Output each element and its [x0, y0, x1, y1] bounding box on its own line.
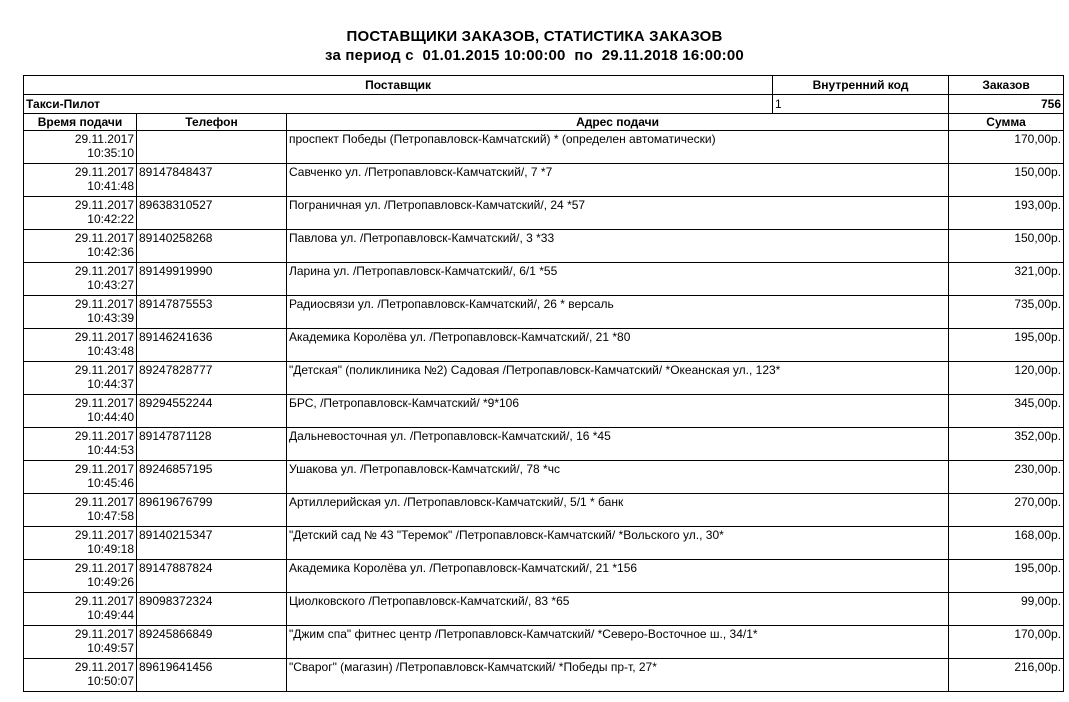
report-title: ПОСТАВЩИКИ ЗАКАЗОВ, СТАТИСТИКА ЗАКАЗОВ [346, 28, 723, 45]
table-row [24, 428, 1064, 461]
cell-time [24, 296, 137, 329]
cell-address: Савченко ул. /Петропавловск-Камчатский/, 7 *7 [287, 164, 949, 197]
table-row [24, 230, 1064, 263]
cell-sum: 230,00р. [949, 461, 1064, 494]
cell-address: Академика Королёва ул. /Петропавловск-Камчатский/, 21 *80 [287, 329, 949, 362]
cell-phone: 89619641456 [137, 659, 287, 692]
table-row [24, 494, 1064, 527]
cell-phone: 89245866849 [137, 626, 287, 659]
supplier-code: 1 [773, 95, 949, 114]
table-row [24, 263, 1064, 296]
cell-phone: 89147848437 [137, 164, 287, 197]
order-time: 10:43:27 [87, 278, 134, 292]
order-time: 10:50:07 [87, 674, 134, 688]
order-date: 29.11.2017 [74, 264, 134, 278]
order-time: 10:49:44 [87, 608, 134, 622]
cell-phone: 89140258268 [137, 230, 287, 263]
cell-time [24, 131, 137, 164]
order-date: 29.11.2017 [74, 396, 134, 410]
order-date: 29.11.2017 [74, 363, 134, 377]
order-time: 10:43:39 [87, 311, 134, 325]
cell-address: "Сварог" (магазин) /Петропавловск-Камчатский/ *Победы пр-т, 27* [287, 659, 949, 692]
cell-phone: 89246857195 [137, 461, 287, 494]
col-sum: Сумма [949, 114, 1064, 131]
cell-phone: 89098372324 [137, 593, 287, 626]
order-time: 10:45:46 [87, 476, 134, 490]
cell-address: Дальневосточная ул. /Петропавловск-Камчатский/, 16 *45 [287, 428, 949, 461]
cell-address: Ушакова ул. /Петропавловск-Камчатский/, 78 *чс [287, 461, 949, 494]
cell-sum: 170,00р. [949, 131, 1064, 164]
order-date: 29.11.2017 [74, 132, 134, 146]
col-time: Время подачи [24, 114, 137, 131]
cell-phone: 89147875553 [137, 296, 287, 329]
table-row [24, 197, 1064, 230]
cell-address: "Детская" (поликлиника №2) Садовая /Петропавловск-Камчатский/ *Океанская ул., 123* [287, 362, 949, 395]
order-time: 10:44:53 [87, 443, 134, 457]
report-period: за период с 01.01.2015 10:00:00 по 29.11.2018 16:00:00 [325, 47, 744, 64]
cell-time [24, 428, 137, 461]
order-time: 10:44:37 [87, 377, 134, 391]
cell-address: Артиллерийская ул. /Петропавловск-Камчатский/, 5/1 * банк [287, 494, 949, 527]
table-row [24, 362, 1064, 395]
cell-time [24, 329, 137, 362]
cell-address: проспект Победы (Петропавловск-Камчатский) * (определен автоматически) [287, 131, 949, 164]
cell-sum: 170,00р. [949, 626, 1064, 659]
cell-phone: 89638310527 [137, 197, 287, 230]
cell-time [24, 527, 137, 560]
order-date: 29.11.2017 [74, 429, 134, 443]
supplier-orders: 756 [949, 95, 1064, 114]
cell-phone: 89146241636 [137, 329, 287, 362]
cell-sum: 270,00р. [949, 494, 1064, 527]
header-supplier: Поставщик [24, 76, 773, 95]
order-date: 29.11.2017 [74, 198, 134, 212]
cell-phone: 89294552244 [137, 395, 287, 428]
table-row [24, 659, 1064, 692]
cell-sum: 321,00р. [949, 263, 1064, 296]
cell-phone: 89147871128 [137, 428, 287, 461]
header-internal-code: Внутренний код [773, 76, 949, 95]
table-row [24, 593, 1064, 626]
cell-sum: 195,00р. [949, 560, 1064, 593]
cell-address: Ларина ул. /Петропавловск-Камчатский/, 6/1 *55 [287, 263, 949, 296]
cell-time [24, 230, 137, 263]
table-row [24, 560, 1064, 593]
header-orders: Заказов [949, 76, 1064, 95]
cell-phone: 89149919990 [137, 263, 287, 296]
col-address: Адрес подачи [287, 114, 949, 131]
cell-phone: 89619676799 [137, 494, 287, 527]
cell-time [24, 494, 137, 527]
cell-sum: 150,00р. [949, 164, 1064, 197]
cell-time [24, 395, 137, 428]
order-time: 10:43:48 [87, 344, 134, 358]
col-phone: Телефон [137, 114, 287, 131]
cell-phone: 89147887824 [137, 560, 287, 593]
cell-time [24, 362, 137, 395]
table-row [24, 329, 1064, 362]
orders-table [23, 75, 1064, 692]
cell-address: "Джим спа" фитнес центр /Петропавловск-Камчатский/ *Северо-Восточное ш., 34/1* [287, 626, 949, 659]
cell-time [24, 659, 137, 692]
order-date: 29.11.2017 [74, 330, 134, 344]
cell-sum: 168,00р. [949, 527, 1064, 560]
cell-address: "Детский сад № 43 "Теремок" /Петропавловск-Камчатский/ *Вольского ул., 30* [287, 527, 949, 560]
cell-sum: 195,00р. [949, 329, 1064, 362]
cell-sum: 120,00р. [949, 362, 1064, 395]
cell-time [24, 626, 137, 659]
order-date: 29.11.2017 [74, 495, 134, 509]
table-row [24, 164, 1064, 197]
cell-sum: 345,00р. [949, 395, 1064, 428]
cell-time [24, 197, 137, 230]
order-time: 10:42:36 [87, 245, 134, 259]
table-row [24, 626, 1064, 659]
table-row [24, 527, 1064, 560]
order-date: 29.11.2017 [74, 528, 134, 542]
cell-sum: 193,00р. [949, 197, 1064, 230]
table-row [24, 395, 1064, 428]
cell-sum: 735,00р. [949, 296, 1064, 329]
cell-time [24, 461, 137, 494]
cell-time [24, 593, 137, 626]
order-time: 10:47:58 [87, 509, 134, 523]
cell-sum: 216,00р. [949, 659, 1064, 692]
order-date: 29.11.2017 [74, 594, 134, 608]
order-time: 10:44:40 [87, 410, 134, 424]
cell-sum: 352,00р. [949, 428, 1064, 461]
cell-address: БРС, /Петропавловск-Камчатский/ *9*106 [287, 395, 949, 428]
cell-phone [137, 131, 287, 164]
order-time: 10:49:26 [87, 575, 134, 589]
cell-time [24, 263, 137, 296]
table-row [24, 131, 1064, 164]
cell-time [24, 560, 137, 593]
cell-phone: 89247828777 [137, 362, 287, 395]
cell-address: Циолковского /Петропавловск-Камчатский/, 83 *65 [287, 593, 949, 626]
order-time: 10:49:57 [87, 641, 134, 655]
order-date: 29.11.2017 [74, 297, 134, 311]
cell-time [24, 164, 137, 197]
order-date: 29.11.2017 [74, 462, 134, 476]
cell-sum: 150,00р. [949, 230, 1064, 263]
order-time: 10:35:10 [87, 146, 134, 160]
cell-address: Пограничная ул. /Петропавловск-Камчатский/, 24 *57 [287, 197, 949, 230]
order-date: 29.11.2017 [74, 165, 134, 179]
cell-address: Радиосвязи ул. /Петропавловск-Камчатский/, 26 * версаль [287, 296, 949, 329]
table-row [24, 461, 1064, 494]
cell-address: Академика Королёва ул. /Петропавловск-Камчатский/, 21 *156 [287, 560, 949, 593]
order-date: 29.11.2017 [74, 627, 134, 641]
order-time: 10:42:22 [87, 212, 134, 226]
order-time: 10:49:18 [87, 542, 134, 556]
order-date: 29.11.2017 [74, 660, 134, 674]
cell-address: Павлова ул. /Петропавловск-Камчатский/, 3 *33 [287, 230, 949, 263]
order-date: 29.11.2017 [74, 561, 134, 575]
supplier-name: Такси-Пилот [24, 95, 773, 114]
cell-phone: 89140215347 [137, 527, 287, 560]
cell-sum: 99,00р. [949, 593, 1064, 626]
table-row [24, 296, 1064, 329]
order-date: 29.11.2017 [74, 231, 134, 245]
order-time: 10:41:48 [87, 179, 134, 193]
